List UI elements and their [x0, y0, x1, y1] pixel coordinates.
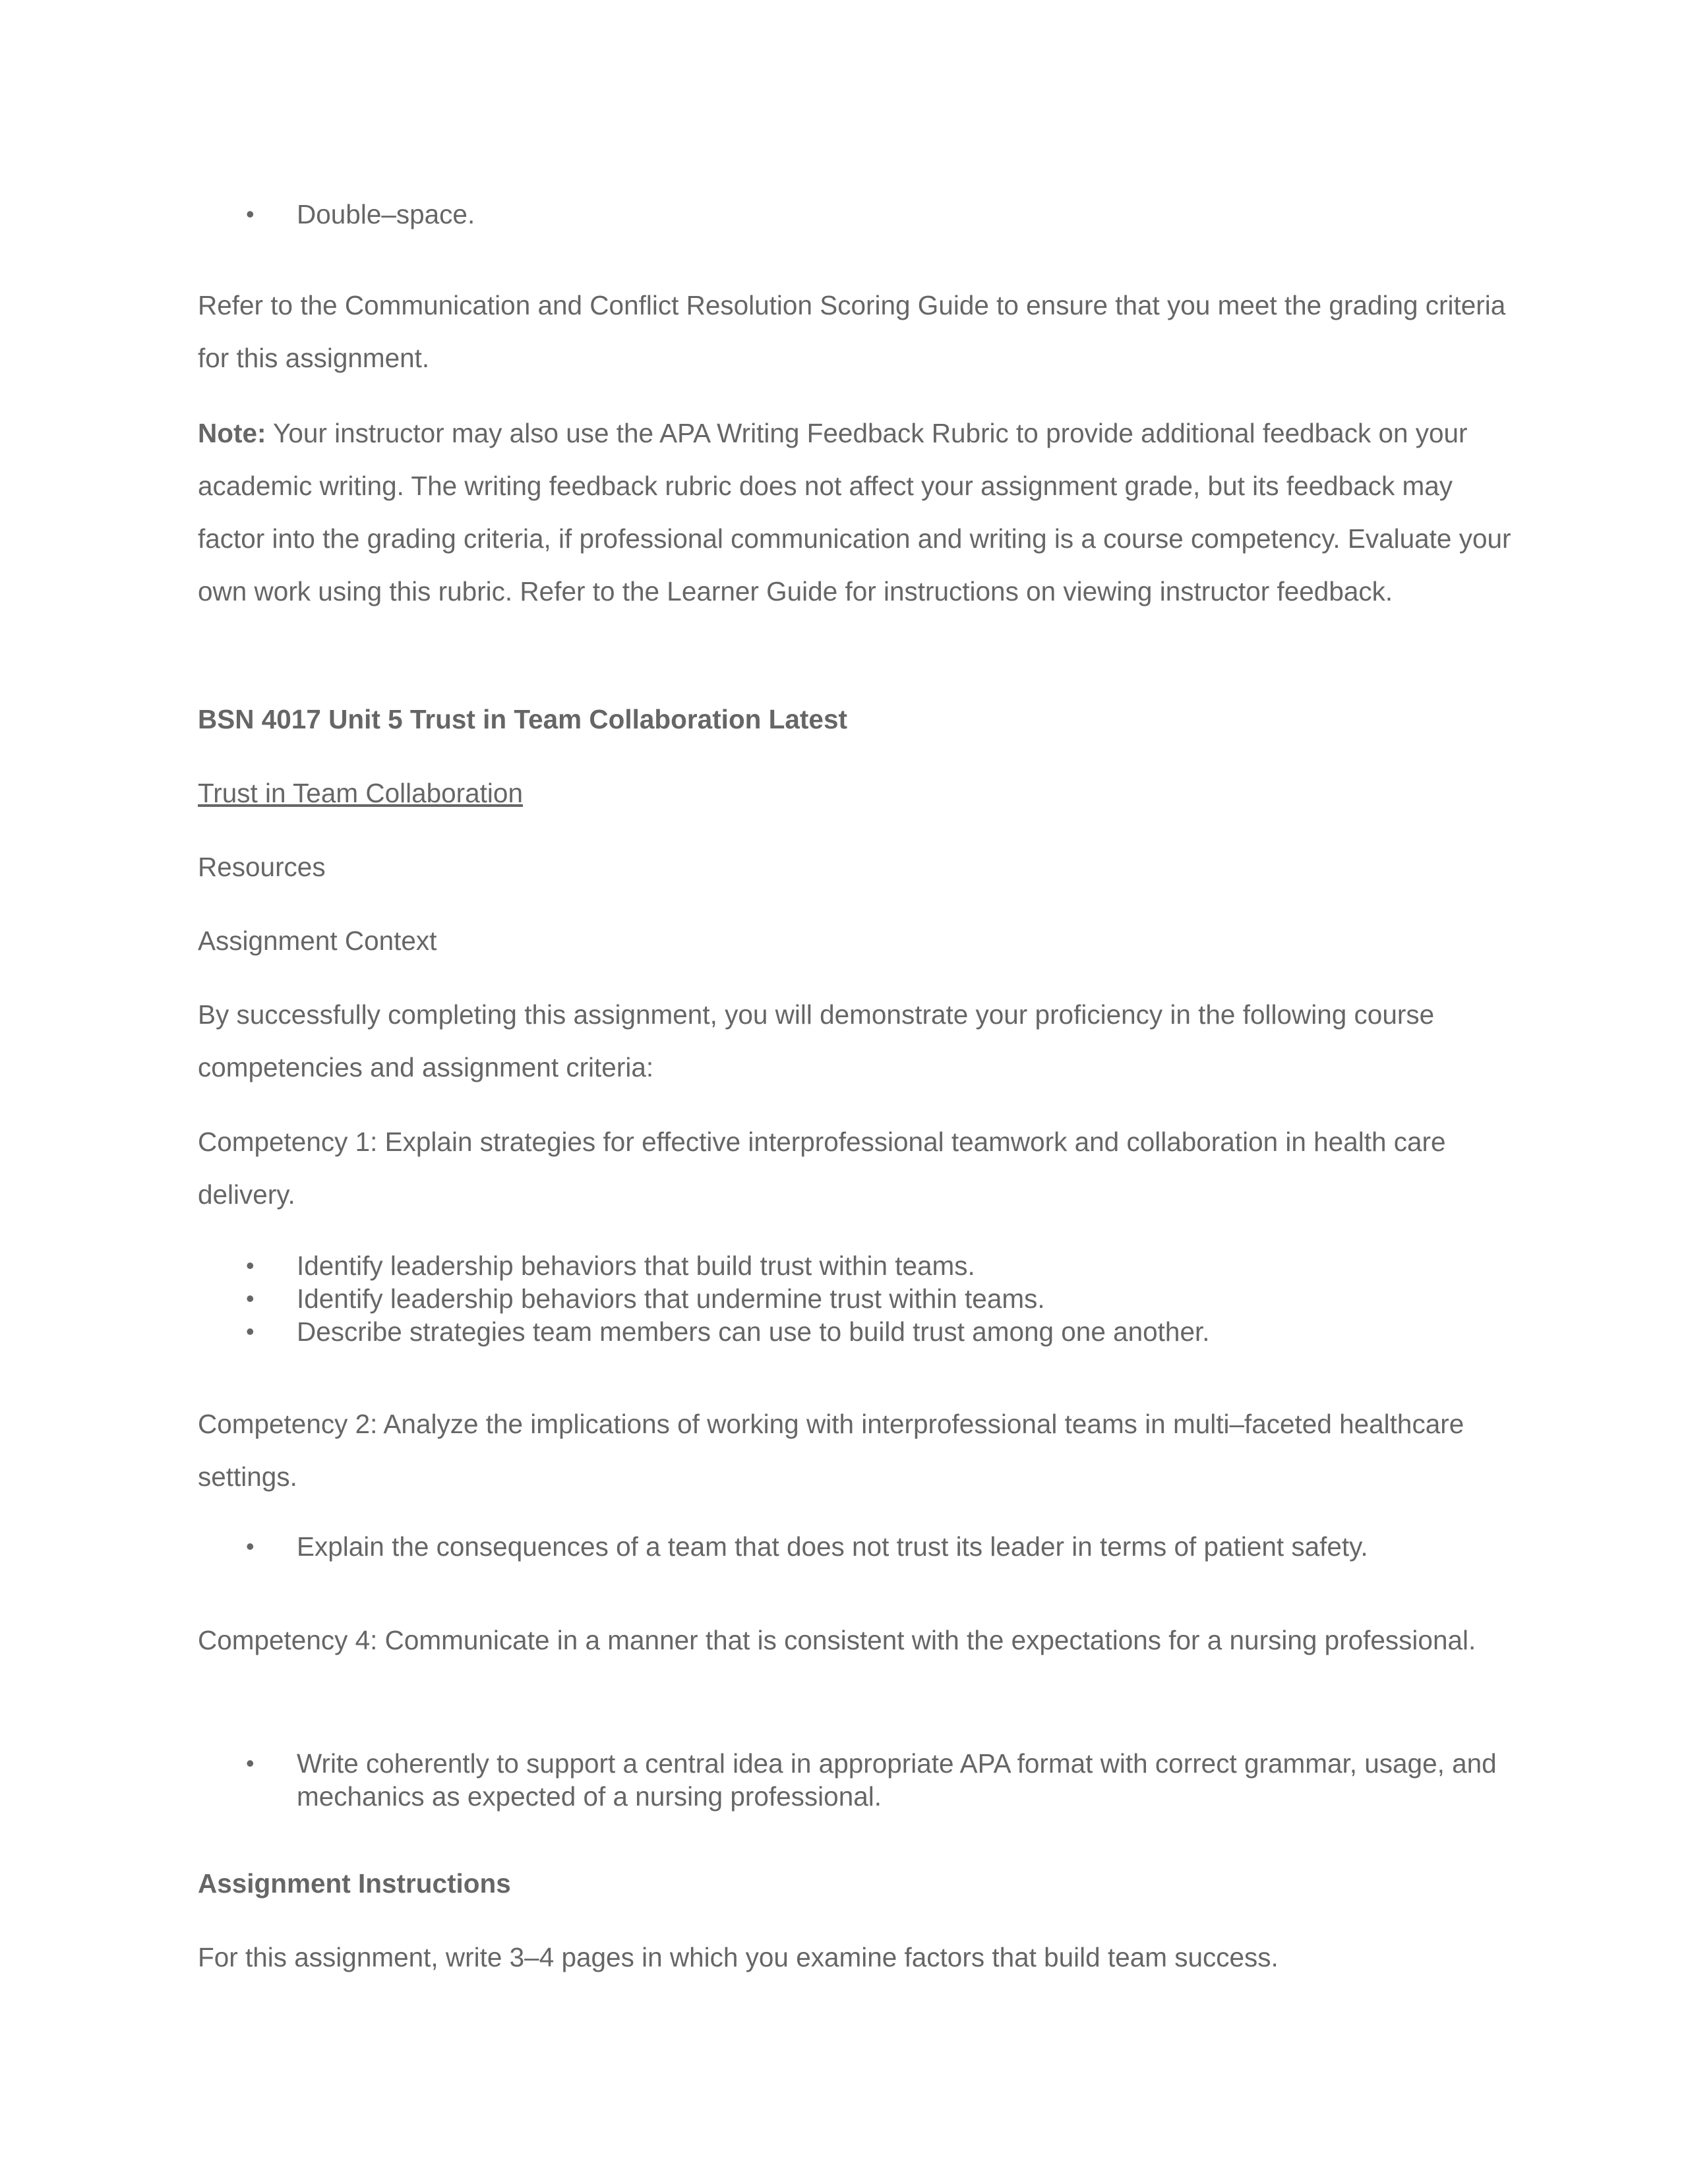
list-item-text: Identify leadership behaviors that build trust within teams.: [297, 1251, 975, 1281]
competency-2-list: [198, 1530, 1517, 1563]
competency-4-title: Competency 4: Communicate in a manner that is consistent with the expectations for a nursing professional.: [198, 1625, 1476, 1655]
bullet-icon: •: [246, 1533, 255, 1560]
top-bullet-list: [198, 198, 1517, 231]
resources-label: Resources: [198, 852, 326, 882]
trust-link-paragraph: [198, 767, 1517, 819]
competency-1-list: [198, 1249, 1517, 1348]
note-paragraph: [198, 407, 1517, 618]
competency-2-title: Competency 2: Analyze the implications of working with interprofessional teams in multi–faceted healthcare settings.: [198, 1409, 1464, 1492]
bullet-icon: •: [246, 1750, 255, 1777]
bullet-icon: •: [246, 1285, 255, 1312]
list-item: [198, 1282, 1517, 1315]
list-item: [198, 1747, 1550, 1813]
document-heading: BSN 4017 Unit 5 Trust in Team Collaboration Latest: [198, 704, 847, 734]
list-item: [198, 1315, 1517, 1348]
competency-1-title: Competency 1: Explain strategies for effective interprofessional teamwork and collaboration in health care delivery.: [198, 1127, 1446, 1210]
trust-in-team-collaboration-link[interactable]: Trust in Team Collaboration: [198, 778, 523, 808]
refer-paragraph: Refer to the Communication and Conflict Resolution Scoring Guide to ensure that you meet the grading criteria for this assignment.: [198, 290, 1506, 373]
bullet-icon: •: [246, 1252, 255, 1279]
note-text: Your instructor may also use the APA Writing Feedback Rubric to provide additional feedback on your academic writing. The writing feedback rubric does not affect your assignment grade, but its feedback may factor into the grading criteria, if professional communication and writing is a course competency. Evaluate your own work using this rubric. Refer to the Learner Guide for instructions on viewing instructor feedback.: [198, 418, 1511, 606]
instructions-heading: Assignment Instructions: [198, 1868, 511, 1899]
list-item: [198, 1249, 1517, 1282]
bullet-icon: •: [246, 200, 255, 227]
instructions-paragraph: For this assignment, write 3–4 pages in which you examine factors that build team success.: [198, 1942, 1279, 1972]
note-label: Note:: [198, 418, 266, 448]
list-item: [198, 1530, 1517, 1563]
list-item-text: Double–space.: [297, 199, 475, 229]
list-item-text: Write coherently to support a central idea in appropriate APA format with correct grammar, usage, and mechanics as expected of a nursing professional.: [297, 1748, 1497, 1812]
intro-paragraph: By successfully completing this assignment, you will demonstrate your proficiency in the following course competencies and assignment criteria:: [198, 999, 1435, 1082]
list-item-text: Explain the consequences of a team that does not trust its leader in terms of patient safety.: [297, 1531, 1368, 1562]
bullet-icon: •: [246, 1318, 255, 1345]
list-item-text: Describe strategies team members can use to build trust among one another.: [297, 1316, 1210, 1347]
competency-4-list: [198, 1747, 1517, 1813]
list-item: [198, 198, 1517, 231]
assignment-context-label: Assignment Context: [198, 926, 437, 956]
list-item-text: Identify leadership behaviors that undermine trust within teams.: [297, 1284, 1045, 1314]
